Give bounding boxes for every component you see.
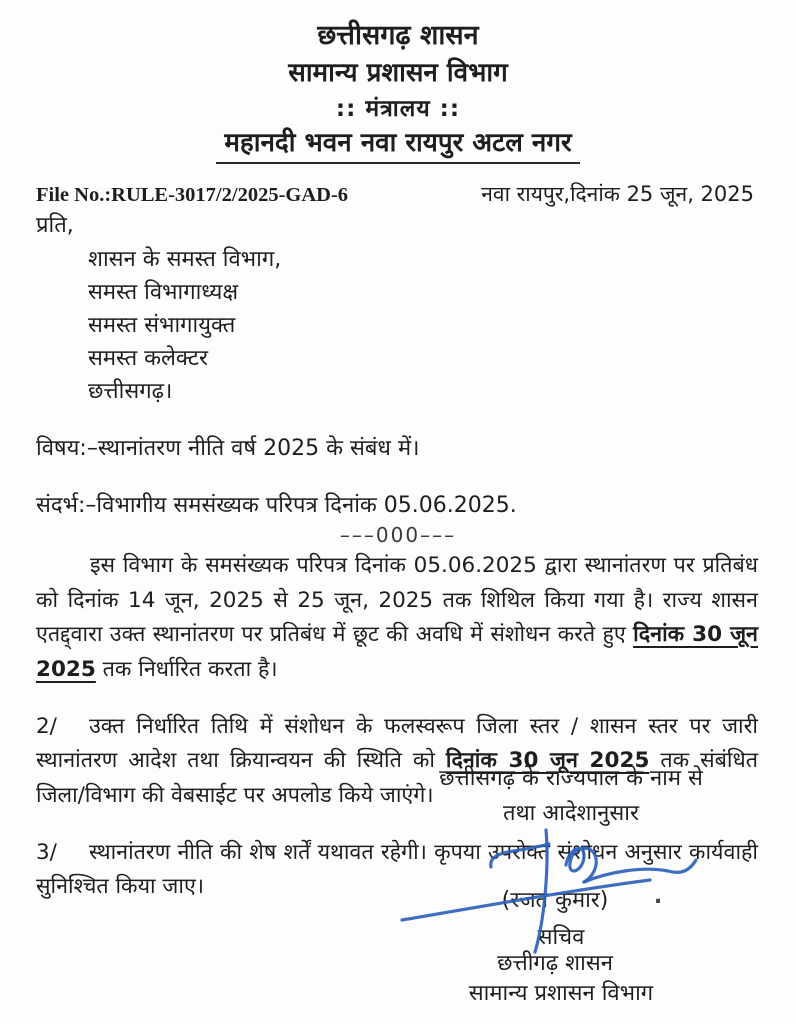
salutation: प्रति, xyxy=(36,213,74,239)
reference-line: संदर्भ:–विभागीय समसंख्यक परिपत्र दिनांक 05.06.2025. xyxy=(36,493,517,519)
subject-line: विषय:–स्थानांतरण नीति वर्ष 2025 के संबंध में। xyxy=(36,436,420,462)
paragraph-1-text-end: तक निर्धारित करता है। xyxy=(95,656,278,682)
paragraph-1 xyxy=(36,549,758,687)
recipient-item: शासन के समस्त विभाग, xyxy=(88,247,282,273)
paragraph-3-text: स्थानांतरण नीति की शेष शर्तें यथावत रहेगी। कृपया उपरोक्त संशोधन अनुसार कार्यवाही सुनिश्चित किया जाए। xyxy=(36,840,758,900)
highlighted-date: दिनांक 30 जून 2025 xyxy=(36,622,758,682)
recipient-item: समस्त विभागाध्यक्ष xyxy=(88,280,239,306)
meta-row xyxy=(36,180,754,208)
recipient-list xyxy=(88,243,796,408)
paragraph-2-text-end: तक संबंधित जिला/विभाग की वेबसाईट पर अपलोड किये जाएंगे। xyxy=(36,748,758,808)
file-number: File No.:RULE-3017/2/2025-GAD-6 xyxy=(36,184,349,207)
signatory-org-line-2: सामान्य प्रशासन विभाग xyxy=(468,981,654,1006)
section-divider: –––000––– xyxy=(339,523,457,548)
paragraph-3-number: 3/ xyxy=(36,840,57,866)
signatory-title: सचिव xyxy=(537,925,585,950)
signoff-line-2: तथा आदेशानुसार xyxy=(503,801,639,826)
letterhead xyxy=(0,0,796,164)
paragraph-1-text: इस विभाग के समसंख्यक परिपत्र दिनांक 05.06.2025 द्वारा स्थानांतरण पर प्रतिबंध को दिनांक 14 जून, 2025 से 25 जून, 2025 तक शिथिल किया गया है। राज्य शासन एतद्द्वारा उक्त स्थानांतरण पर प्रतिबंध में छूट की अवधि में संशोधन करते हुए xyxy=(36,553,758,648)
recipient-item: समस्त कलेक्टर xyxy=(88,346,209,372)
address-line: महानदी भवन नवा रायपुर अटल नगर xyxy=(216,128,579,164)
place-and-date: नवा रायपुर,दिनांक 25 जून, 2025 xyxy=(481,182,754,207)
recipient-item: समस्त संभागायुक्त xyxy=(88,313,236,339)
signatory-name: (रजत कुमार) xyxy=(501,888,609,913)
government-name: छत्तीसगढ़ शासन xyxy=(317,20,479,51)
signoff-line-1: छत्तीसगढ़ के राज्यपाल के नाम से xyxy=(439,766,703,791)
department-name: सामान्य प्रशासन विभाग xyxy=(288,58,508,89)
pen-dot: . xyxy=(653,884,663,909)
paragraph-2-number: 2/ xyxy=(36,713,57,739)
signatory-org-line-1: छत्तीगढ़ शासन xyxy=(497,951,613,976)
highlighted-date: दिनांक 30 जून 2025 xyxy=(445,748,650,774)
ministry-label: :: मंत्रालय :: xyxy=(335,95,461,122)
address-line-wrap xyxy=(0,128,796,164)
recipient-item: छत्तीसगढ़। xyxy=(88,379,173,405)
paragraph-2-text: उक्त निर्धारित तिथि में संशोधन के फलस्वरूप जिला स्तर / शासन स्तर पर जारी स्थानांतरण आदेश तथा क्रियान्वयन की स्थिति को xyxy=(36,713,758,774)
